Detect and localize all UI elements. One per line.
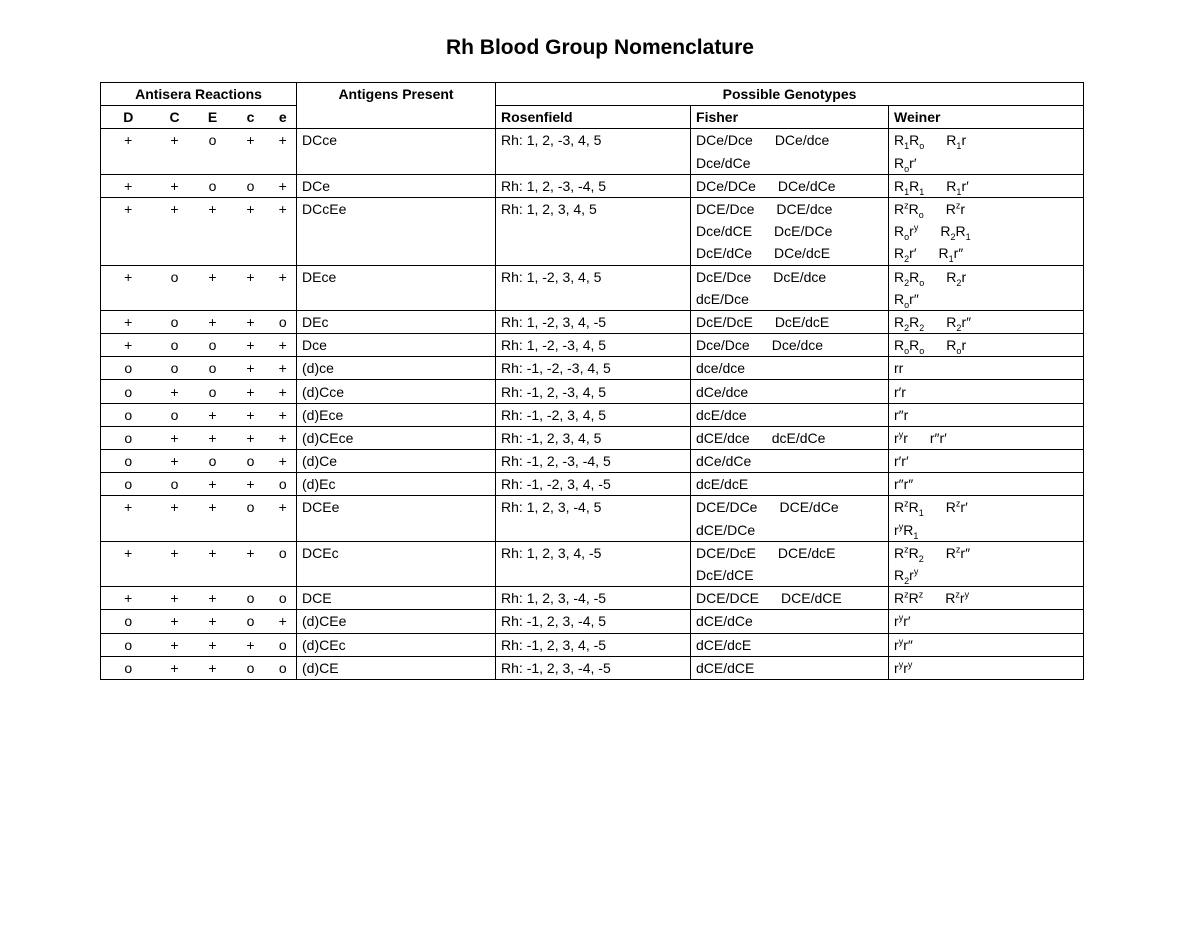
table-row — [101, 288, 1084, 311]
reaction-d-cell: o — [101, 450, 156, 473]
fisher-cell: Dce/Dce Dce/dce — [691, 334, 889, 357]
rosenfield-cell: Rh: -1, -2, 3, 4, -5 — [496, 473, 691, 496]
reaction-c-upper-cell: + — [156, 610, 194, 633]
reaction-e-upper-cell: + — [194, 610, 232, 633]
reaction-c-lower-cell — [232, 220, 270, 242]
table-row — [101, 197, 1084, 220]
reaction-c-lower-cell: o — [246, 499, 255, 516]
reaction-d-cell: + — [101, 265, 156, 288]
weiner-cell: $R_1R_o$ $R_1r$ — [889, 129, 1084, 152]
fisher-cell: dCe/dCe — [691, 450, 889, 473]
fisher-cell: dCE/dCe — [691, 610, 889, 633]
page-title: Rh Blood Group Nomenclature — [445, 36, 754, 59]
reaction-c-lower-cell: + — [246, 544, 255, 561]
header-e-lower: e — [270, 106, 297, 129]
reaction-c-upper-cell — [156, 220, 194, 242]
antigens-cell — [297, 242, 496, 265]
fisher-cell: DcE/dCe DCe/dcE — [691, 242, 889, 265]
weiner-cell: $r^yr''$ — [889, 633, 1084, 656]
reaction-e-lower-cell: o — [270, 541, 297, 564]
table-row — [101, 610, 1084, 633]
weiner-cell: $R_2r'$ $R_1r''$ — [889, 242, 1084, 265]
reaction-e-upper-cell: + — [194, 633, 232, 656]
fisher-cell: DcE/dCE — [691, 564, 889, 587]
antigens-cell — [297, 519, 496, 542]
reaction-e-upper-cell — [194, 519, 232, 542]
reaction-e-upper-cell: + — [194, 473, 232, 496]
table-row — [101, 174, 1084, 197]
reaction-d-cell: + — [101, 174, 156, 197]
reaction-e-lower-cell: + — [270, 380, 297, 403]
table-row — [101, 450, 1084, 473]
fisher-cell: dCE/dcE — [691, 633, 889, 656]
weiner-cell: $R^zR_2$ $R^zr''$ — [889, 541, 1084, 564]
fisher-cell: DCE/Dce DCE/dce — [691, 197, 889, 220]
rosenfield-cell — [496, 564, 691, 587]
weiner-cell: rr — [889, 357, 1084, 380]
reaction-e-upper-cell: + — [194, 426, 232, 449]
fisher-cell: DcE/DcE DcE/dcE — [691, 310, 889, 333]
reaction-c-upper-cell: + — [156, 450, 194, 473]
reaction-d-cell — [101, 288, 156, 311]
rosenfield-cell — [496, 242, 691, 265]
reaction-e-upper-cell: o — [194, 334, 232, 357]
table-row — [101, 426, 1084, 449]
reaction-c-lower-cell: + — [246, 201, 255, 218]
reaction-e-lower-cell: + — [270, 496, 297, 519]
table-row — [101, 564, 1084, 587]
fisher-cell: dcE/Dce — [691, 288, 889, 311]
reaction-e-lower-cell: o — [270, 473, 297, 496]
rh-nomenclature-table — [100, 82, 1084, 680]
header-c-upper: C — [156, 106, 194, 129]
rosenfield-cell: Rh: 1, 2, -3, -4, 5 — [496, 174, 691, 197]
reaction-c-upper-cell: + — [156, 380, 194, 403]
rosenfield-cell: Rh: 1, -2, -3, 4, 5 — [496, 334, 691, 357]
weiner-cell: $R_1R_1$ $R_1r'$ — [889, 174, 1084, 197]
reaction-d-cell: + — [101, 129, 156, 152]
antigens-cell: (d)Cce — [297, 380, 496, 403]
weiner-cell: $R_2R_o$ $R_2r$ — [889, 265, 1084, 288]
weiner-cell: $r^yR_1$ — [889, 519, 1084, 542]
fisher-cell: dCE/dCE — [691, 656, 889, 679]
table-row — [101, 656, 1084, 679]
rosenfield-cell: Rh: -1, 2, -3, 4, 5 — [496, 380, 691, 403]
reaction-e-lower-cell — [270, 288, 297, 311]
reaction-d-cell: + — [101, 496, 156, 519]
reaction-c-upper-cell: + — [170, 201, 179, 218]
reaction-d-cell: o — [101, 426, 156, 449]
reaction-e-upper-cell: o — [194, 357, 232, 380]
reaction-e-upper-cell: + — [208, 544, 217, 561]
reaction-c-upper-cell: o — [156, 334, 194, 357]
antigens-cell: (d)ce — [297, 357, 496, 380]
reaction-d-cell — [101, 564, 156, 587]
table-row — [101, 633, 1084, 656]
fisher-cell: DCe/DCe DCe/dCe — [691, 174, 889, 197]
reaction-c-lower-cell — [232, 564, 270, 587]
rosenfield-cell — [496, 288, 691, 311]
reaction-c-upper-cell: o — [156, 473, 194, 496]
header-row-top — [101, 83, 1084, 106]
rosenfield-cell: Rh: -1, 2, -3, -4, 5 — [496, 450, 691, 473]
reaction-c-upper-cell — [156, 152, 194, 175]
table-row — [101, 220, 1084, 242]
reaction-e-lower-cell — [270, 564, 297, 587]
header-rosenfield: Rosenfield — [496, 106, 691, 129]
weiner-cell: $R_or'$ — [889, 152, 1084, 175]
reaction-d-cell: + — [101, 541, 156, 564]
reaction-c-upper-cell: o — [170, 268, 179, 285]
antigens-cell: DCEe — [297, 496, 496, 519]
reaction-e-upper-cell: o — [194, 174, 232, 197]
reaction-d-cell: o — [101, 656, 156, 679]
reaction-e-lower-cell — [270, 242, 297, 265]
reaction-c-upper-cell: + — [156, 174, 194, 197]
weiner-cell: $R^zR_o$ $R^zr$ — [889, 197, 1084, 220]
fisher-cell: dCE/dce dcE/dCe — [691, 426, 889, 449]
reaction-e-upper-cell — [194, 564, 232, 587]
fisher-cell: dCe/dce — [691, 380, 889, 403]
weiner-cell: r″r — [889, 403, 1084, 426]
reaction-e-lower-cell: o — [270, 310, 297, 333]
reaction-e-lower-cell — [270, 152, 297, 175]
reaction-d-cell: o — [101, 633, 156, 656]
header-fisher: Fisher — [691, 106, 889, 129]
antigens-cell: (d)Ec — [297, 473, 496, 496]
reaction-c-lower-cell: o — [232, 656, 270, 679]
fisher-cell: dCE/DCe — [691, 519, 889, 542]
fisher-cell: DCE/DCe DCE/dCe — [691, 496, 889, 519]
rosenfield-cell — [496, 152, 691, 175]
antigens-cell: (d)CE — [297, 656, 496, 679]
reaction-c-upper-cell: o — [156, 310, 194, 333]
reaction-c-lower-cell — [232, 152, 270, 175]
weiner-cell: $R_2R_2$ $R_2r''$ — [889, 310, 1084, 333]
header-antigens-present: Antigens Present — [297, 83, 496, 129]
header-d: D — [101, 106, 156, 129]
reaction-c-upper-cell: + — [156, 656, 194, 679]
table-row — [101, 403, 1084, 426]
reaction-e-lower-cell: + — [270, 334, 297, 357]
reaction-c-lower-cell: + — [232, 473, 270, 496]
reaction-c-upper-cell — [156, 564, 194, 587]
reaction-e-upper-cell: o — [208, 132, 217, 149]
reaction-c-lower-cell: + — [246, 132, 255, 149]
weiner-cell: $r^yr'$ — [889, 610, 1084, 633]
fisher-cell: Dce/dCE DcE/DCe — [691, 220, 889, 242]
antigens-cell: DEce — [297, 265, 496, 288]
weiner-cell: r″r″ — [889, 473, 1084, 496]
rosenfield-cell: Rh: 1, 2, 3, -4, -5 — [496, 587, 691, 610]
reaction-e-upper-cell — [194, 288, 232, 311]
reaction-c-lower-cell: o — [232, 450, 270, 473]
reaction-e-lower-cell: o — [270, 656, 297, 679]
fisher-cell: dcE/dce — [691, 403, 889, 426]
reaction-d-cell: o — [101, 357, 156, 380]
header-possible-genotypes: Possible Genotypes — [496, 83, 1084, 106]
reaction-e-upper-cell: o — [194, 380, 232, 403]
table-row — [101, 473, 1084, 496]
weiner-cell: $R_or''$ — [889, 288, 1084, 311]
table-row — [101, 334, 1084, 357]
reaction-d-cell: o — [101, 403, 156, 426]
rosenfield-cell: Rh: 1, 2, -3, 4, 5 — [496, 129, 691, 152]
reaction-c-lower-cell: o — [232, 587, 270, 610]
table-row — [101, 587, 1084, 610]
table-row — [101, 496, 1084, 519]
rosenfield-cell: Rh: 1, 2, 3, 4, 5 — [496, 197, 691, 220]
reaction-c-upper-cell — [156, 242, 194, 265]
reaction-d-cell: o — [101, 610, 156, 633]
rosenfield-cell: Rh: -1, -2, -3, 4, 5 — [496, 357, 691, 380]
reaction-e-upper-cell: o — [194, 450, 232, 473]
reaction-e-upper-cell: + — [194, 587, 232, 610]
reaction-d-cell: o — [101, 473, 156, 496]
reaction-e-upper-cell — [194, 242, 232, 265]
reaction-c-upper-cell: + — [170, 544, 179, 561]
table-row — [101, 357, 1084, 380]
antigens-cell — [297, 564, 496, 587]
table-row — [101, 310, 1084, 333]
reaction-c-lower-cell: + — [232, 380, 270, 403]
reaction-c-lower-cell: + — [232, 426, 270, 449]
fisher-cell: dce/dce — [691, 357, 889, 380]
rosenfield-cell: Rh: 1, -2, 3, 4, 5 — [496, 265, 691, 288]
reaction-e-lower-cell: o — [270, 587, 297, 610]
reaction-e-upper-cell: + — [194, 656, 232, 679]
rosenfield-cell: Rh: 1, -2, 3, 4, -5 — [496, 310, 691, 333]
header-weiner: Weiner — [889, 106, 1084, 129]
antigens-cell: DEc — [297, 310, 496, 333]
table-row — [101, 380, 1084, 403]
reaction-e-lower-cell: + — [270, 174, 297, 197]
table-row — [101, 242, 1084, 265]
rosenfield-cell: Rh: -1, 2, 3, 4, -5 — [496, 633, 691, 656]
header-row-sub — [101, 106, 1084, 129]
rosenfield-cell: Rh: 1, 2, 3, 4, -5 — [496, 541, 691, 564]
antigens-cell: Dce — [297, 334, 496, 357]
antigens-cell: (d)Ce — [297, 450, 496, 473]
reaction-e-lower-cell — [270, 220, 297, 242]
fisher-cell: Dce/dCe — [691, 152, 889, 175]
antigens-cell: DCe — [297, 174, 496, 197]
rosenfield-cell: Rh: 1, 2, 3, -4, 5 — [496, 496, 691, 519]
reaction-c-lower-cell — [232, 288, 270, 311]
reaction-d-cell: + — [101, 587, 156, 610]
antigens-cell: DCce — [297, 129, 496, 152]
antigens-cell: (d)CEe — [297, 610, 496, 633]
reaction-d-cell: o — [101, 380, 156, 403]
reaction-e-upper-cell: + — [208, 268, 217, 285]
reaction-e-upper-cell: + — [194, 310, 232, 333]
reaction-c-lower-cell: + — [232, 633, 270, 656]
reaction-e-lower-cell: + — [270, 129, 297, 152]
reaction-c-upper-cell: o — [156, 403, 194, 426]
reaction-d-cell — [101, 220, 156, 242]
reaction-d-cell — [101, 519, 156, 542]
table-row — [101, 519, 1084, 542]
fisher-cell: DCE/DCE DCE/dCE — [691, 587, 889, 610]
reaction-c-lower-cell: + — [246, 268, 255, 285]
reaction-c-upper-cell: + — [170, 499, 179, 516]
reaction-c-upper-cell — [156, 519, 194, 542]
reaction-c-lower-cell: + — [232, 403, 270, 426]
rosenfield-cell: Rh: -1, 2, 3, 4, 5 — [496, 426, 691, 449]
table-body — [101, 83, 1084, 680]
weiner-cell: $R^zR^z$ $R^zr^y$ — [889, 587, 1084, 610]
antigens-cell: DCE — [297, 587, 496, 610]
fisher-cell: DCE/DcE DCE/dcE — [691, 541, 889, 564]
reaction-c-lower-cell — [232, 242, 270, 265]
fisher-cell: DCe/Dce DCe/dce — [691, 129, 889, 152]
reaction-d-cell — [101, 152, 156, 175]
reaction-e-upper-cell: + — [208, 201, 217, 218]
reaction-d-cell: + — [101, 334, 156, 357]
weiner-cell: $R_or^y$ $R_2R_1$ — [889, 220, 1084, 242]
reaction-c-lower-cell — [232, 519, 270, 542]
rosenfield-cell: Rh: -1, -2, 3, 4, 5 — [496, 403, 691, 426]
reaction-c-upper-cell: + — [156, 633, 194, 656]
weiner-cell: $R_2r^y$ — [889, 564, 1084, 587]
reaction-e-upper-cell — [194, 220, 232, 242]
reaction-e-upper-cell — [194, 152, 232, 175]
reaction-c-lower-cell: + — [232, 357, 270, 380]
reaction-c-upper-cell: + — [156, 587, 194, 610]
reaction-e-lower-cell: + — [270, 403, 297, 426]
antigens-cell: (d)Ece — [297, 403, 496, 426]
reaction-e-lower-cell: + — [270, 197, 297, 220]
reaction-c-upper-cell: + — [156, 426, 194, 449]
table-row — [101, 129, 1084, 152]
reaction-e-lower-cell: o — [270, 633, 297, 656]
reaction-c-upper-cell: o — [156, 357, 194, 380]
fisher-cell: DcE/Dce DcE/dce — [691, 265, 889, 288]
reaction-e-lower-cell — [270, 519, 297, 542]
table-row — [101, 152, 1084, 175]
header-c-lower: c — [232, 106, 270, 129]
reaction-e-lower-cell: + — [270, 610, 297, 633]
antigens-cell — [297, 220, 496, 242]
reaction-d-cell — [101, 242, 156, 265]
rosenfield-cell — [496, 519, 691, 542]
rosenfield-cell: Rh: -1, 2, 3, -4, -5 — [496, 656, 691, 679]
reaction-e-lower-cell: + — [270, 426, 297, 449]
weiner-cell: r′r′ — [889, 450, 1084, 473]
reaction-e-lower-cell: + — [270, 450, 297, 473]
weiner-cell: r′r — [889, 380, 1084, 403]
antigens-cell: DCEc — [297, 541, 496, 564]
reaction-e-upper-cell: + — [208, 499, 217, 516]
reaction-c-upper-cell: + — [170, 132, 179, 149]
reaction-c-lower-cell: + — [232, 310, 270, 333]
antigens-cell — [297, 288, 496, 311]
antigens-cell: DCcEe — [297, 197, 496, 220]
weiner-cell: $R_oR_o$ $R_or$ — [889, 334, 1084, 357]
reaction-c-lower-cell: o — [232, 610, 270, 633]
reaction-e-upper-cell: + — [194, 403, 232, 426]
antigens-cell: (d)CEc — [297, 633, 496, 656]
weiner-cell: $r^yr^y$ — [889, 656, 1084, 679]
antigens-cell — [297, 152, 496, 175]
table-row — [101, 265, 1084, 288]
table-row — [101, 541, 1084, 564]
weiner-cell: $r^yr$ r″r′ — [889, 426, 1084, 449]
reaction-e-lower-cell: + — [270, 265, 297, 288]
reaction-c-upper-cell — [156, 288, 194, 311]
weiner-cell: $R^zR_1$ $R^zr'$ — [889, 496, 1084, 519]
fisher-cell: dcE/dcE — [691, 473, 889, 496]
rosenfield-cell: Rh: -1, 2, 3, -4, 5 — [496, 610, 691, 633]
reaction-c-lower-cell: + — [232, 334, 270, 357]
rosenfield-cell — [496, 220, 691, 242]
reaction-e-lower-cell: + — [270, 357, 297, 380]
antigens-cell: (d)CEce — [297, 426, 496, 449]
header-e-upper: E — [194, 106, 232, 129]
reaction-d-cell: + — [101, 197, 156, 220]
header-antisera-reactions: Antisera Reactions — [101, 83, 297, 106]
reaction-c-lower-cell: o — [232, 174, 270, 197]
reaction-d-cell: + — [101, 310, 156, 333]
